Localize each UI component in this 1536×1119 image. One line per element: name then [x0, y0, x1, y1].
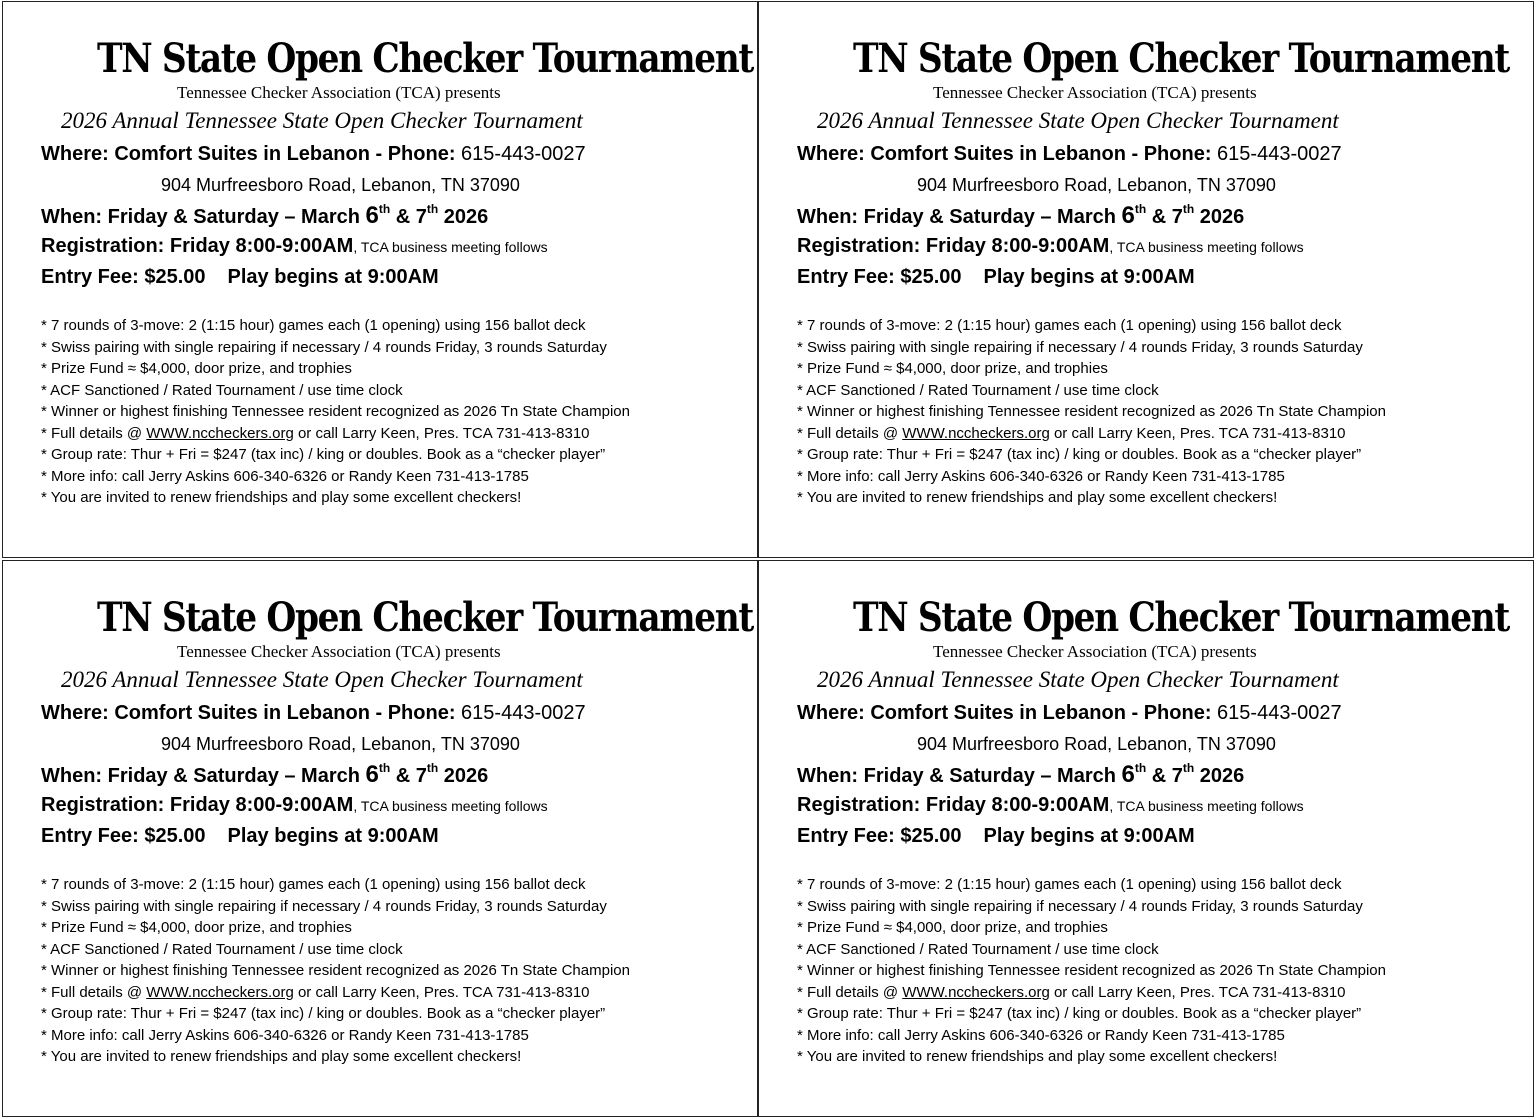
list-item: * ACF Sanctioned / Rated Tournament / use time clock: [797, 381, 1159, 399]
event-subtitle: 2026 Annual Tennessee State Open Checker Tournament: [817, 667, 1339, 692]
website-link[interactable]: WWW.nccheckers.org: [902, 424, 1050, 442]
list-item: * ACF Sanctioned / Rated Tournament / use time clock: [797, 940, 1159, 958]
list-item: * Prize Fund ≈ $4,000, door prize, and trophies: [797, 360, 1108, 377]
when-label: When:: [797, 765, 859, 787]
phone-info: [388, 702, 586, 724]
registration-line: [797, 231, 1523, 262]
when-days: Friday & Saturday – March: [107, 765, 360, 787]
registration-note: , TCA business meeting follows: [353, 798, 548, 814]
venue-name: Comfort Suites in Lebanon: [870, 143, 1126, 165]
list-item: * Swiss pairing with single repairing if necessary / 4 rounds Friday, 3 rounds Saturday: [797, 897, 1363, 915]
event-subtitle: 2026 Annual Tennessee State Open Checker Tournament: [61, 667, 583, 692]
flyer-title: TN State Open Checker Tournament: [97, 35, 753, 82]
event-year: 2026: [1199, 206, 1245, 228]
phone-info: [388, 143, 586, 165]
event-subtitle: 2026 Annual Tennessee State Open Checker Tournament: [61, 108, 583, 133]
play-begins: Play begins at 9:00AM: [227, 266, 439, 288]
registration-line: [41, 790, 747, 821]
flyer-content: [41, 35, 753, 509]
entry-fee: Entry Fee: $25.00: [41, 266, 206, 288]
event-year: 2026: [443, 765, 489, 787]
presenter-line: Tennessee Checker Association (TCA) presents: [933, 83, 1257, 102]
when-line: [797, 200, 1523, 231]
where-label: Where:: [41, 702, 109, 724]
when-days: Friday & Saturday – March: [107, 206, 360, 228]
list-item: * ACF Sanctioned / Rated Tournament / use time clock: [41, 940, 403, 958]
list-item: * Winner or highest finishing Tennessee resident recognized as 2026 Tn State Champion: [797, 962, 1386, 979]
list-item: * 7 rounds of 3-move: 2 (1:15 hour) games each (1 opening) using 156 ballot deck: [41, 317, 586, 334]
phone-number: 615-443-0027: [461, 702, 586, 724]
presenter-line: Tennessee Checker Association (TCA) presents: [933, 642, 1257, 661]
list-item: * Group rate: Thur + Fri = $247 (tax inc) / king or doubles. Book as a “checker player”: [41, 446, 606, 463]
list-item: * 7 rounds of 3-move: 2 (1:15 hour) games each (1 opening) using 156 ballot deck: [797, 317, 1342, 334]
flyer-title: TN State Open Checker Tournament: [97, 594, 753, 641]
event-subtitle: 2026 Annual Tennessee State Open Checker Tournament: [817, 108, 1339, 133]
details-list: [41, 315, 747, 509]
list-item: * Winner or highest finishing Tennessee resident recognized as 2026 Tn State Champion: [41, 403, 630, 420]
when-label: When:: [41, 206, 103, 228]
where-label: Where:: [797, 143, 865, 165]
registration-time: Friday 8:00-9:00AM: [169, 235, 354, 257]
list-item: * Winner or highest finishing Tennessee resident recognized as 2026 Tn State Champion: [797, 403, 1386, 420]
list-item: * 7 rounds of 3-move: 2 (1:15 hour) games each (1 opening) using 156 ballot deck: [797, 876, 1342, 893]
registration-note: , TCA business meeting follows: [1109, 239, 1304, 255]
registration-note: , TCA business meeting follows: [1109, 798, 1304, 814]
event-year: 2026: [443, 206, 489, 228]
fee-line: [797, 821, 1523, 852]
day-one: 6th: [365, 202, 391, 229]
details-list: [41, 874, 747, 1068]
phone-number: 615-443-0027: [1217, 143, 1342, 165]
list-item: * More info: call Jerry Askins 606-340-6326 or Randy Keen 731-413-1785: [41, 467, 529, 485]
flyer-card-top-left: [2, 1, 758, 558]
list-item: * You are invited to renew friendships and play some excellent checkers!: [41, 1048, 522, 1065]
list-item: * More info: call Jerry Askins 606-340-6326 or Randy Keen 731-413-1785: [797, 1026, 1285, 1044]
presenter-line: Tennessee Checker Association (TCA) presents: [177, 642, 501, 661]
venue-name: Comfort Suites in Lebanon: [114, 702, 370, 724]
when-label: When:: [797, 206, 859, 228]
list-item-details: * Full details @ WWW.nccheckers.org or call Larry Keen, Pres. TCA 731-413-8310: [797, 983, 1346, 1001]
when-line: [797, 759, 1523, 790]
when-line: [41, 759, 747, 790]
where-line: Where: Comfort Suites in Lebanon - Phone: 615-443-0027: [797, 702, 1342, 724]
website-link[interactable]: WWW.nccheckers.org: [146, 424, 294, 442]
phone-number: 615-443-0027: [1217, 702, 1342, 724]
registration-line: [797, 790, 1523, 821]
list-item: * Prize Fund ≈ $4,000, door prize, and trophies: [797, 919, 1108, 936]
phone-info: [1144, 143, 1342, 165]
when-days: Friday & Saturday – March: [863, 765, 1116, 787]
list-item: * More info: call Jerry Askins 606-340-6326 or Randy Keen 731-413-1785: [797, 467, 1285, 485]
venue-address: 904 Murfreesboro Road, Lebanon, TN 37090: [161, 175, 520, 195]
list-item: * Group rate: Thur + Fri = $247 (tax inc) / king or doubles. Book as a “checker player”: [797, 1005, 1362, 1022]
list-item: * Swiss pairing with single repairing if necessary / 4 rounds Friday, 3 rounds Saturday: [41, 897, 607, 915]
list-item-details: * Full details @ WWW.nccheckers.org or call Larry Keen, Pres. TCA 731-413-8310: [41, 424, 590, 442]
where-label: Where:: [797, 702, 865, 724]
when-line: [41, 200, 747, 231]
website-link[interactable]: WWW.nccheckers.org: [902, 983, 1050, 1001]
flyer-card-bottom-left: [2, 560, 758, 1117]
list-item: * Group rate: Thur + Fri = $247 (tax inc) / king or doubles. Book as a “checker player”: [797, 446, 1362, 463]
list-item: * You are invited to renew friendships and play some excellent checkers!: [797, 489, 1278, 506]
flyer-title: TN State Open Checker Tournament: [853, 594, 1509, 641]
event-year: 2026: [1199, 765, 1245, 787]
flyer-content: [797, 36, 1523, 509]
where-line: Where: Comfort Suites in Lebanon - Phone: 615-443-0027: [41, 702, 586, 724]
flyer-title: TN State Open Checker Tournament: [853, 35, 1509, 82]
registration-label: Registration:: [41, 235, 165, 257]
flyer-card-bottom-right: [758, 560, 1534, 1117]
registration-time: Friday 8:00-9:00AM: [925, 235, 1110, 257]
day-two: & 7th: [395, 202, 439, 228]
list-item-details: * Full details @ WWW.nccheckers.org or call Larry Keen, Pres. TCA 731-413-8310: [41, 983, 590, 1001]
phone-label: Phone:: [1143, 143, 1212, 165]
day-two: & 7th: [1151, 761, 1195, 787]
registration-line: [41, 231, 747, 262]
list-item-details: * Full details @ WWW.nccheckers.org or call Larry Keen, Pres. TCA 731-413-8310: [797, 424, 1346, 442]
day-one: 6th: [1121, 202, 1147, 229]
phone-label: Phone:: [387, 143, 456, 165]
fee-line: [41, 821, 747, 852]
venue-address: 904 Murfreesboro Road, Lebanon, TN 37090: [917, 734, 1276, 754]
fee-line: [41, 262, 747, 293]
phone-label: Phone:: [387, 702, 456, 724]
venue-address: 904 Murfreesboro Road, Lebanon, TN 37090: [917, 175, 1276, 195]
list-item: * Prize Fund ≈ $4,000, door prize, and trophies: [41, 919, 352, 936]
day-one: 6th: [365, 761, 391, 788]
registration-label: Registration:: [41, 794, 165, 816]
entry-fee: Entry Fee: $25.00: [797, 825, 962, 847]
entry-fee: Entry Fee: $25.00: [797, 266, 962, 288]
list-item: * More info: call Jerry Askins 606-340-6326 or Randy Keen 731-413-1785: [41, 1026, 529, 1044]
play-begins: Play begins at 9:00AM: [983, 266, 1195, 288]
details-list: [797, 315, 1523, 509]
list-item: * Prize Fund ≈ $4,000, door prize, and trophies: [41, 360, 352, 377]
venue-name: Comfort Suites in Lebanon: [114, 143, 370, 165]
website-link[interactable]: WWW.nccheckers.org: [146, 983, 294, 1001]
when-days: Friday & Saturday – March: [863, 206, 1116, 228]
list-item: * ACF Sanctioned / Rated Tournament / use time clock: [41, 381, 403, 399]
when-label: When:: [41, 765, 103, 787]
list-item: * Swiss pairing with single repairing if necessary / 4 rounds Friday, 3 rounds Saturday: [797, 338, 1363, 356]
entry-fee: Entry Fee: $25.00: [41, 825, 206, 847]
venue-name: Comfort Suites in Lebanon: [870, 702, 1126, 724]
registration-label: Registration:: [797, 794, 921, 816]
venue-address: 904 Murfreesboro Road, Lebanon, TN 37090: [161, 734, 520, 754]
where-line: Where: Comfort Suites in Lebanon - Phone: 615-443-0027: [797, 143, 1342, 165]
details-list: [797, 874, 1523, 1068]
registration-time: Friday 8:00-9:00AM: [925, 794, 1110, 816]
day-two: & 7th: [395, 761, 439, 787]
list-item: * You are invited to renew friendships and play some excellent checkers!: [41, 489, 522, 506]
flyer-content: [797, 595, 1523, 1068]
list-item: * Winner or highest finishing Tennessee resident recognized as 2026 Tn State Champion: [41, 962, 630, 979]
registration-label: Registration:: [797, 235, 921, 257]
registration-note: , TCA business meeting follows: [353, 239, 548, 255]
list-item: * Group rate: Thur + Fri = $247 (tax inc) / king or doubles. Book as a “checker player”: [41, 1005, 606, 1022]
flyer-card-top-right: [758, 1, 1534, 558]
presenter-line: Tennessee Checker Association (TCA) presents: [177, 83, 501, 102]
registration-time: Friday 8:00-9:00AM: [169, 794, 354, 816]
where-label: Where:: [41, 143, 109, 165]
list-item: * You are invited to renew friendships and play some excellent checkers!: [797, 1048, 1278, 1065]
phone-label: Phone:: [1143, 702, 1212, 724]
phone-info: [1144, 702, 1342, 724]
play-begins: Play begins at 9:00AM: [227, 825, 439, 847]
phone-number: 615-443-0027: [461, 143, 586, 165]
day-one: 6th: [1121, 761, 1147, 788]
list-item: * 7 rounds of 3-move: 2 (1:15 hour) games each (1 opening) using 156 ballot deck: [41, 876, 586, 893]
list-item: * Swiss pairing with single repairing if necessary / 4 rounds Friday, 3 rounds Saturday: [41, 338, 607, 356]
where-line: Where: Comfort Suites in Lebanon - Phone: 615-443-0027: [41, 143, 586, 165]
play-begins: Play begins at 9:00AM: [983, 825, 1195, 847]
flyer-content: [41, 594, 753, 1068]
day-two: & 7th: [1151, 202, 1195, 228]
fee-line: [797, 262, 1523, 293]
